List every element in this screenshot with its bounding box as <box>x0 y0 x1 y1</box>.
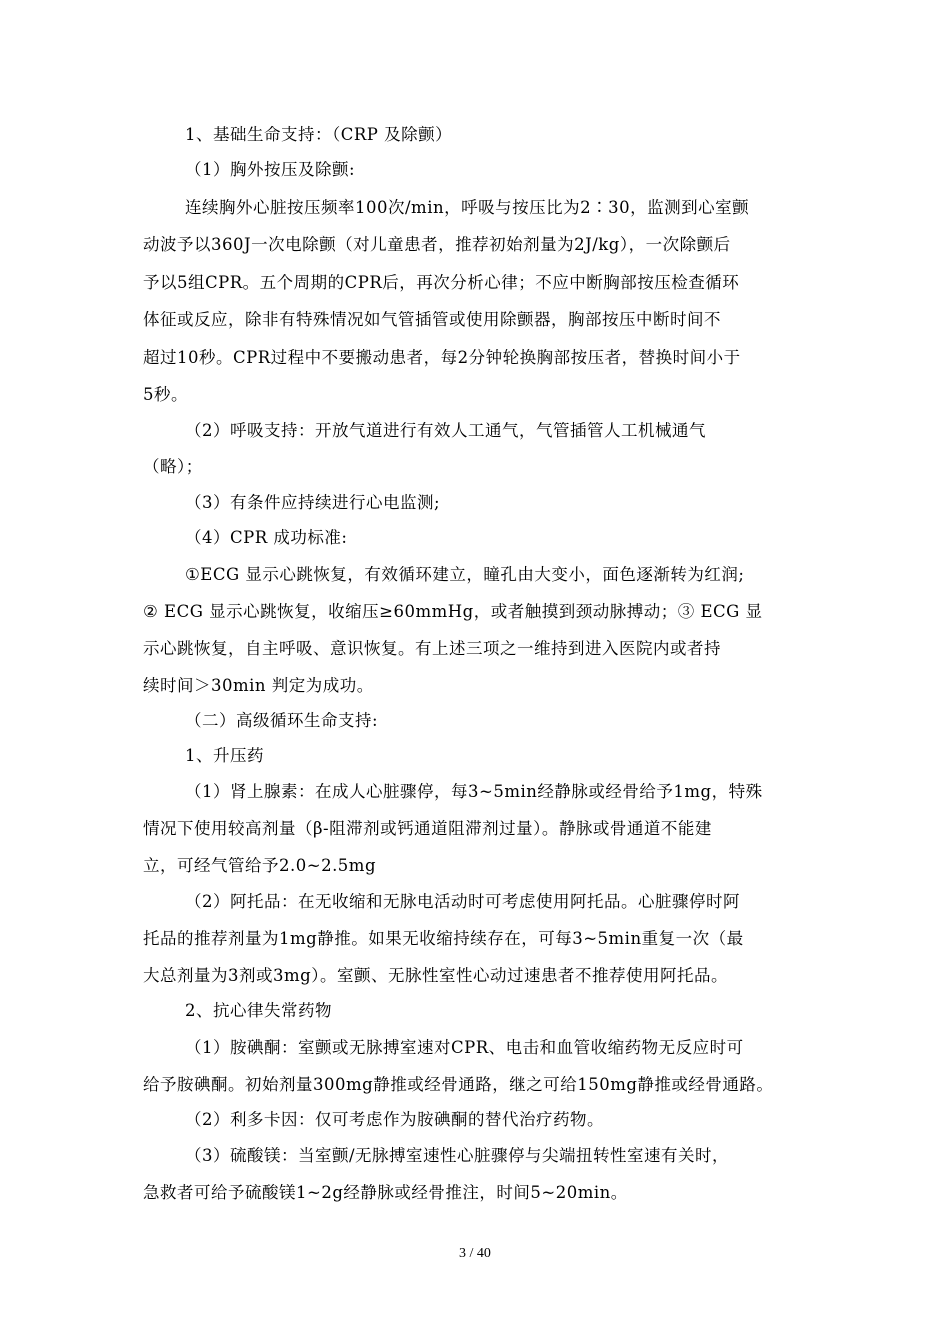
paragraph-line: 情况下使用较高剂量（β-阻滞剂或钙通道阻滞剂过量）。静脉或骨通道不能建 <box>143 819 712 838</box>
heading-basic-life-support: 1、基础生命支持：（CRP 及除颤） <box>185 125 453 144</box>
paragraph-line: （3）硫酸镁：当室颤/无脉搏室速性心脏骤停与尖端扭转性室速有关时， <box>185 1146 730 1165</box>
paragraph-line: 予以5组CPR。五个周期的CPR后，再次分析心律；不应中断胸部按压检查循环 <box>143 273 740 292</box>
paragraph-line: 5秒。 <box>143 385 188 404</box>
paragraph-line: 示心跳恢复，自主呼吸、意识恢复。有上述三项之一维持到进入医院内或者持 <box>143 639 721 658</box>
paragraph-line: 给予胺碘酮。初始剂量300mg静推或经骨通路，继之可给150mg静推或经骨通路。 <box>143 1075 774 1094</box>
paragraph-line: 动波予以360J一次电除颤（对儿童患者，推荐初始剂量为2J/kg），一次除颤后 <box>143 235 731 254</box>
subheading-chest-compression: （1）胸外按压及除颤: <box>185 160 356 179</box>
paragraph-line: （1）肾上腺素：在成人心脏骤停，每3~5min经静脉或经骨给予1mg，特殊 <box>185 782 763 801</box>
heading-advanced-life-support: （二）高级循环生命支持: <box>185 711 379 730</box>
paragraph-line: ①ECG 显示心跳恢复，有效循环建立，瞳孔由大变小，面色逐渐转为红润; <box>185 565 745 584</box>
subheading-respiratory-support: （2）呼吸支持：开放气道进行有效人工通气，气管插管人工机械通气 <box>185 421 706 440</box>
paragraph-line: ② ECG 显示心跳恢复，收缩压≥60mmHg，或者触摸到颈动脉搏动；③ ECG 显 <box>143 602 763 621</box>
paragraph-line: （1）胺碘酮：室颤或无脉搏室速对CPR、电击和血管收缩药物无反应时可 <box>185 1038 744 1057</box>
paragraph-line: 体征或反应，除非有特殊情况如气管插管或使用除颤器，胸部按压中断时间不 <box>143 310 721 329</box>
subheading-cpr-success-criteria: （4）CPR 成功标准: <box>185 528 348 547</box>
paragraph-line: （2）阿托品：在无收缩和无脉电活动时可考虑使用阿托品。心脏骤停时阿 <box>185 892 740 911</box>
paragraph-line: 超过10秒。CPR过程中不要搬动患者，每2分钟轮换胸部按压者，替换时间小于 <box>143 348 741 367</box>
page-number: 3 / 40 <box>459 1246 491 1261</box>
paragraph-line: 大总剂量为3剂或3mg）。室颤、无脉性室性心动过速患者不推荐使用阿托品。 <box>143 966 728 985</box>
paragraph-line: 立，可经气管给予2.0~2.5mg <box>143 856 377 875</box>
paragraph-line: 托品的推荐剂量为1mg静推。如果无收缩持续存在，可每3~5min重复一次（最 <box>143 929 744 948</box>
heading-antiarrhythmics: 2、抗心律失常药物 <box>185 1001 332 1020</box>
paragraph-line: （略）； <box>143 457 203 476</box>
paragraph-line: 连续胸外心脏按压频率100次/min，呼吸与按压比为2∶30，监测到心室颤 <box>185 198 750 217</box>
heading-vasopressors: 1、升压药 <box>185 746 264 765</box>
paragraph-line: 续时间＞30min 判定为成功。 <box>143 676 374 695</box>
paragraph-line: （2）利多卡因：仅可考虑作为胺碘酮的替代治疗药物。 <box>185 1110 604 1129</box>
paragraph-line: 急救者可给予硫酸镁1~2g经静脉或经骨推注，时间5~20min。 <box>143 1183 628 1202</box>
subheading-ecg-monitoring: （3）有条件应持续进行心电监测; <box>185 493 441 512</box>
